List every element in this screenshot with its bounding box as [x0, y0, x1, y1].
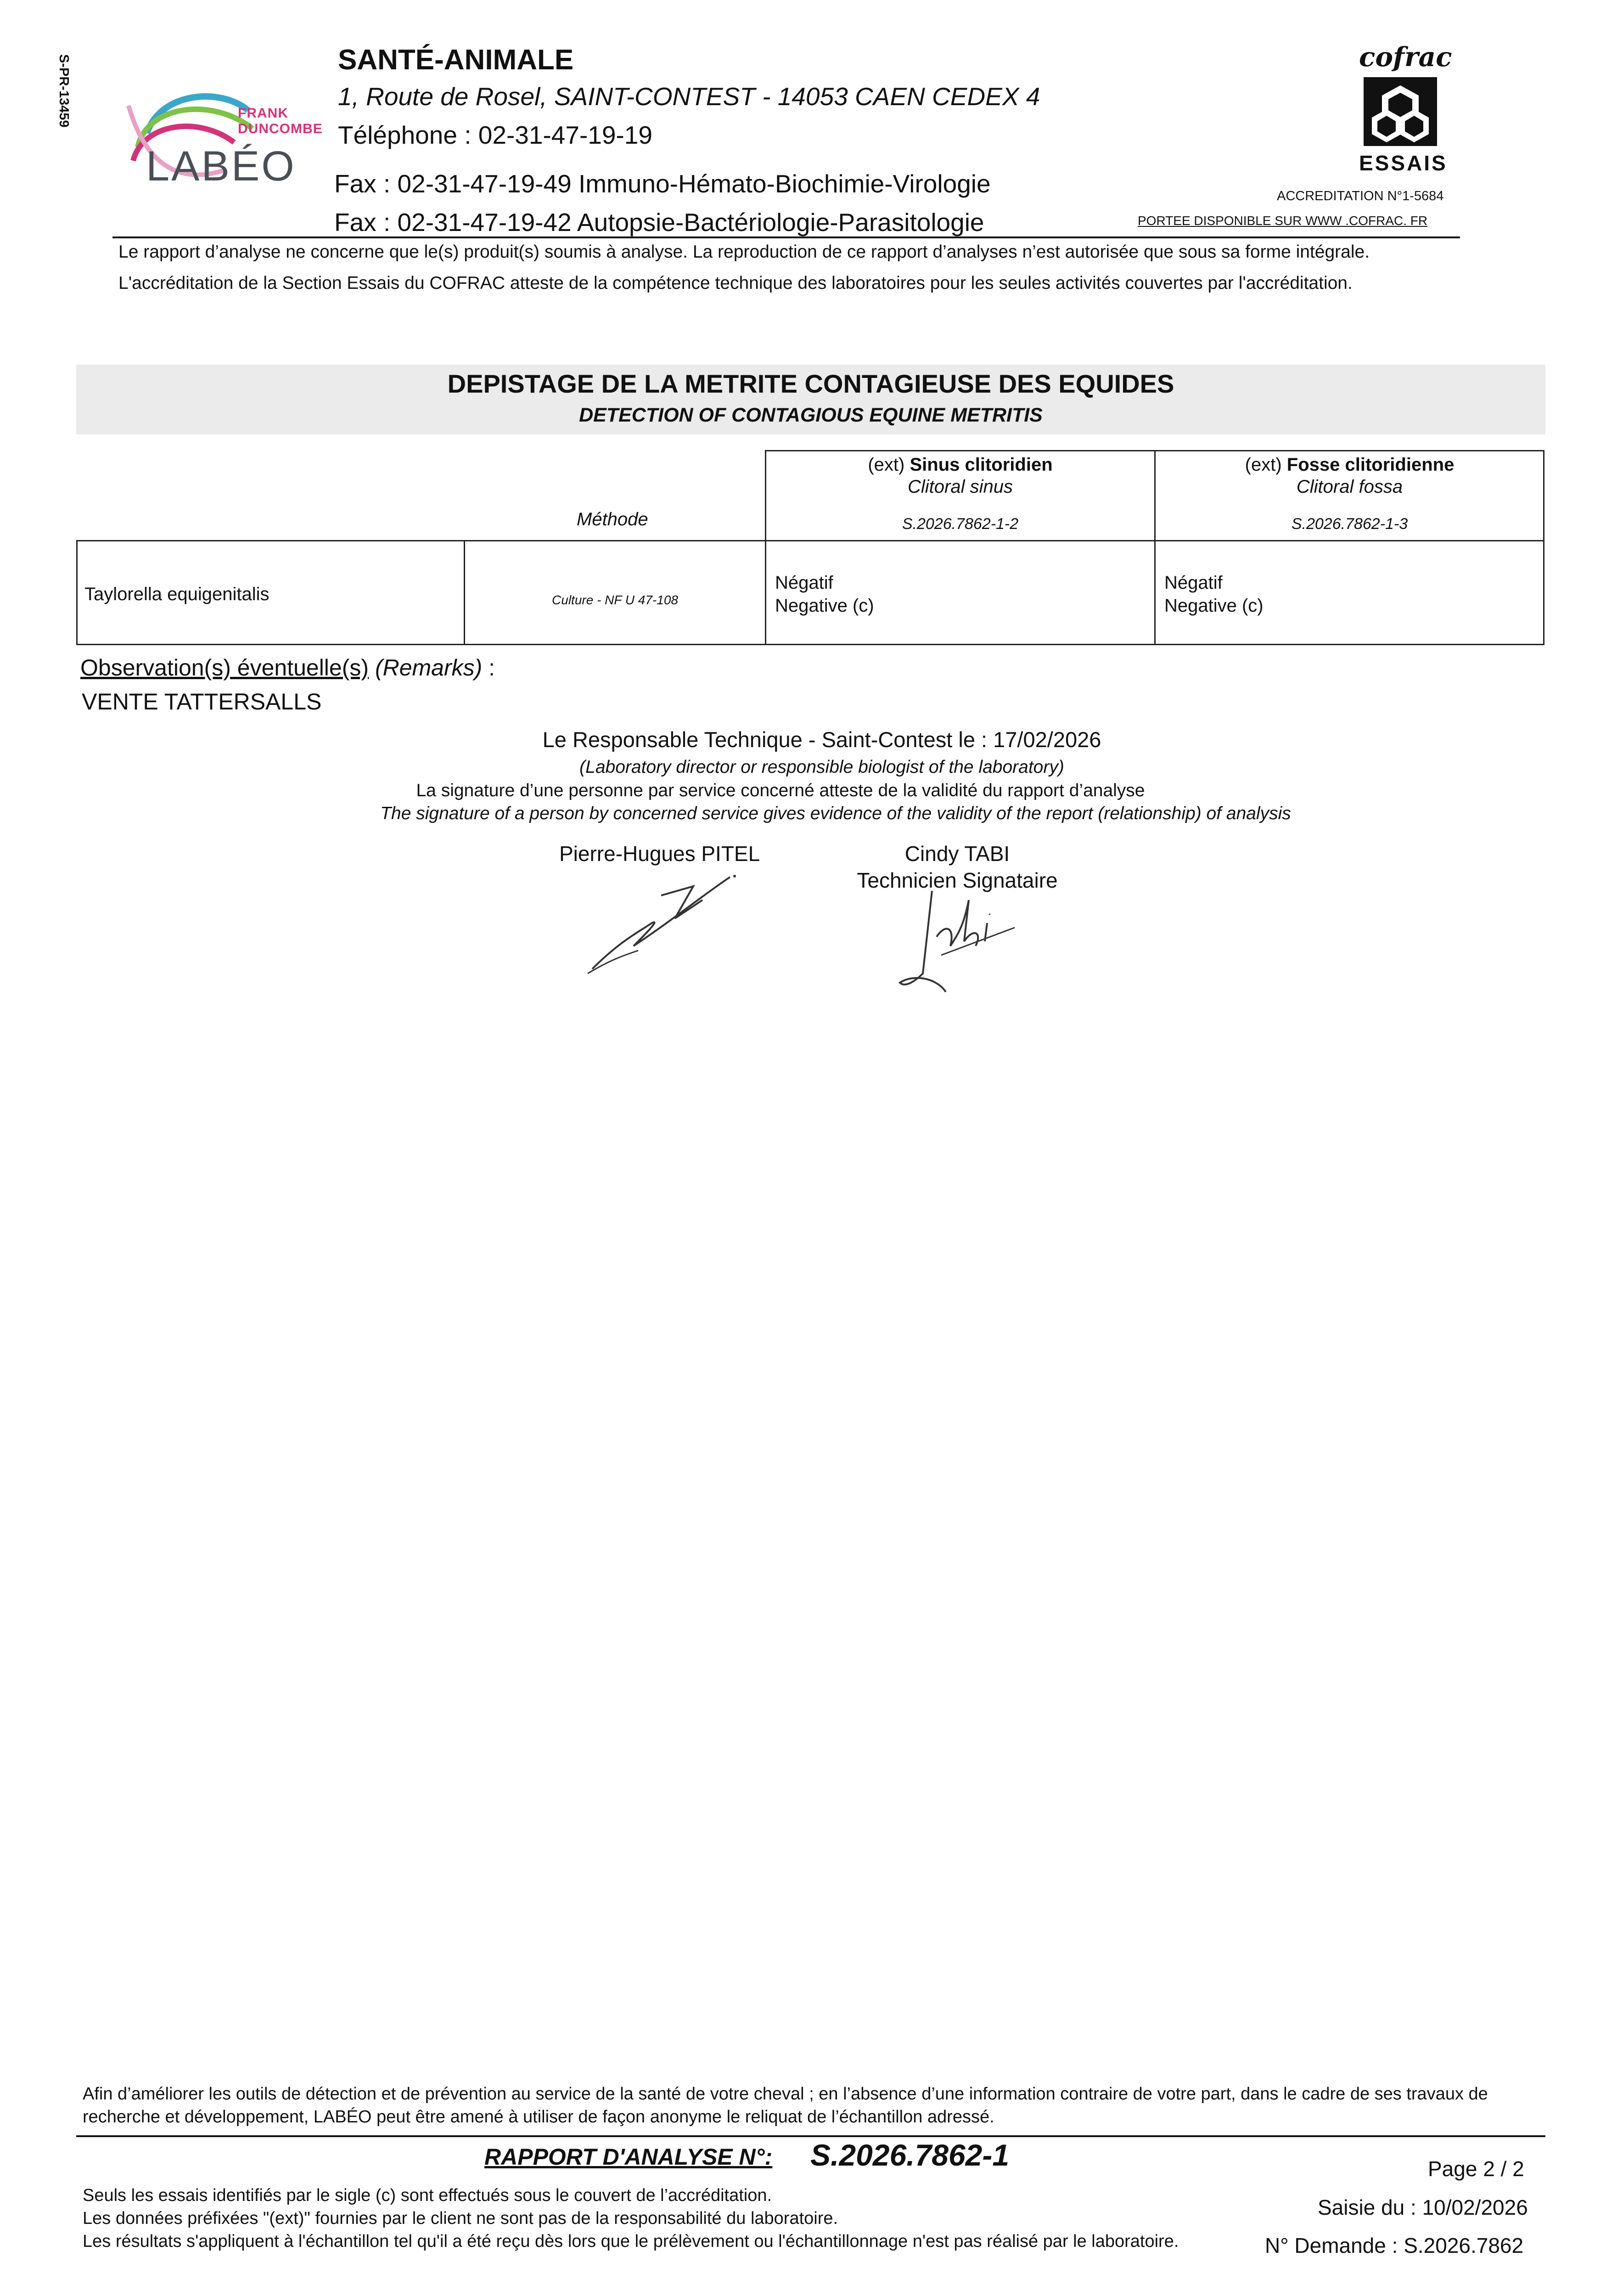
cofrac-label: ESSAIS — [1359, 151, 1448, 175]
signer-1-name: Pierre-Hugues PITEL — [559, 842, 760, 866]
lab-phone: Téléphone : 02-31-47-19-19 — [338, 121, 652, 149]
method-header: Méthode — [577, 509, 648, 529]
lab-address: 1, Route de Rosel, SAINT-CONTEST - 14053 CAEN CEDEX 4 — [338, 82, 1040, 111]
sample-column-2-header — [1156, 455, 1544, 475]
footer-notice: Afin d’améliorer les outils de détection et de prévention au service de la santé de votre cheval ; en l’absence d’une information contraire de votre part, dans le cadre de ses travaux de recherche et développement, LABÉO peut être amené à utiliser de façon anonyme le reliquat de l’échantillon adressé. — [83, 2084, 1488, 2127]
signature-subtitle: (Laboratory director or responsible biologist of the laboratory) — [579, 757, 1064, 777]
accreditation-number: ACCREDITATION N°1-5684 — [1277, 189, 1444, 203]
analyte-method: Culture - NF U 47-108 — [552, 593, 678, 607]
result-1-en: Negative (c) — [775, 596, 874, 616]
footer-note-3: Les résultats s'appliquent à l'échantillon tel qu'il a été reçu dès lors que le prélèvement ou l'échantillonnage n'est pas réalisé par le laboratoire. — [83, 2232, 1179, 2251]
result-2-en: Negative (c) — [1164, 596, 1264, 616]
section-subtitle: DETECTION OF CONTAGIOUS EQUINE METRITIS — [579, 404, 1043, 426]
document-code: S-PR-13459 — [56, 54, 71, 128]
observations-text: VENTE TATTERSALLS — [82, 689, 322, 715]
report-label: RAPPORT D'ANALYSE N°: — [484, 2144, 773, 2170]
signature-note-fr: La signature d’une personne par service concerné atteste de la validité du rapport d’analyse — [416, 781, 1145, 800]
signer-2-name: Cindy TABI — [904, 842, 1010, 866]
footer-divider — [76, 2135, 1545, 2137]
column-1-ref: S.2026.7862-1-2 — [902, 515, 1019, 533]
logo-brand-bottom: DUNCOMBE — [238, 121, 323, 136]
column-2-ref: S.2026.7862-1-3 — [1291, 515, 1408, 533]
disclaimer-line-2: L'accréditation de la Section Essais du COFRAC atteste de la compétence technique des laboratoires pour les seules activités couvertes par l'accréditation. — [118, 273, 1353, 293]
column-1-name: Sinus clitoridien — [910, 455, 1053, 475]
labeo-logo — [119, 78, 331, 197]
column-2-prefix: (ext) — [1245, 455, 1282, 475]
cofrac-logo — [1354, 41, 1452, 179]
page-number: Page 2 / 2 — [1428, 2157, 1524, 2181]
disclaimer-line-1: Le rapport d’analyse ne concerne que le(s) produit(s) soumis à analyse. La reproduction de ce rapport d’analyses n’est autorisée que sous sa forme intégrale. — [118, 242, 1370, 262]
column-2-name: Fosse clitoridienne — [1286, 455, 1455, 475]
cofrac-hexagon-icon — [1364, 77, 1437, 146]
signature-note-en: The signature of a person by concerned service gives evidence of the validity of the report (relationship) of analysis — [380, 804, 1291, 823]
cofrac-scope-link[interactable]: PORTEE DISPONIBLE SUR WWW .COFRAC. FR — [1138, 214, 1428, 228]
demande-number: N° Demande : S.2026.7862 — [1265, 2234, 1524, 2257]
saisie-date: Saisie du : 10/02/2026 — [1318, 2195, 1528, 2219]
cofrac-brand: cofrac — [1359, 41, 1452, 73]
result-1-fr: Négatif — [775, 573, 833, 593]
observations-label: Observation(s) éventuelle(s) — [80, 655, 369, 681]
signature-2-image — [895, 882, 1024, 1001]
column-1-english: Clitoral sinus — [908, 477, 1013, 497]
report-number: S.2026.7862-1 — [810, 2138, 1010, 2172]
lab-fax-1: Fax : 02-31-47-19-49 Immuno-Hémato-Biochimie-Virologie — [334, 169, 991, 198]
lab-fax-2: Fax : 02-31-47-19-42 Autopsie-Bactériologie-Parasitologie — [334, 208, 984, 236]
footer-note-1: Seuls les essais identifiés par le sigle (c) sont effectués sous le couvert de l’accréditation. — [83, 2186, 772, 2205]
logo-brand-top: FRANK — [238, 106, 288, 121]
observations-colon: : — [489, 655, 495, 681]
column-2-english: Clitoral fossa — [1296, 477, 1403, 497]
logo-name: LABÉO — [146, 143, 296, 190]
footer-note-2: Les données préfixées "(ext)" fournies par le client ne sont pas de la responsabilité du laboratoire. — [83, 2209, 838, 2228]
observations-heading — [80, 654, 495, 681]
header-divider — [112, 236, 1460, 238]
signer-2-role: Technicien Signataire — [857, 868, 1058, 892]
section-title: DEPISTAGE DE LA METRITE CONTAGIEUSE DES EQUIDES — [447, 369, 1174, 398]
column-1-prefix: (ext) — [868, 455, 905, 475]
observations-label-en: (Remarks) — [375, 655, 483, 681]
signature-1-image — [583, 868, 748, 978]
signature-title: Le Responsable Technique - Saint-Contest le : 17/02/2026 — [542, 727, 1101, 752]
result-2-fr: Négatif — [1164, 573, 1223, 593]
sample-column-1-header — [766, 455, 1154, 475]
analyte-name: Taylorella equigenitalis — [84, 584, 270, 604]
lab-title: SANTÉ-ANIMALE — [338, 44, 574, 76]
